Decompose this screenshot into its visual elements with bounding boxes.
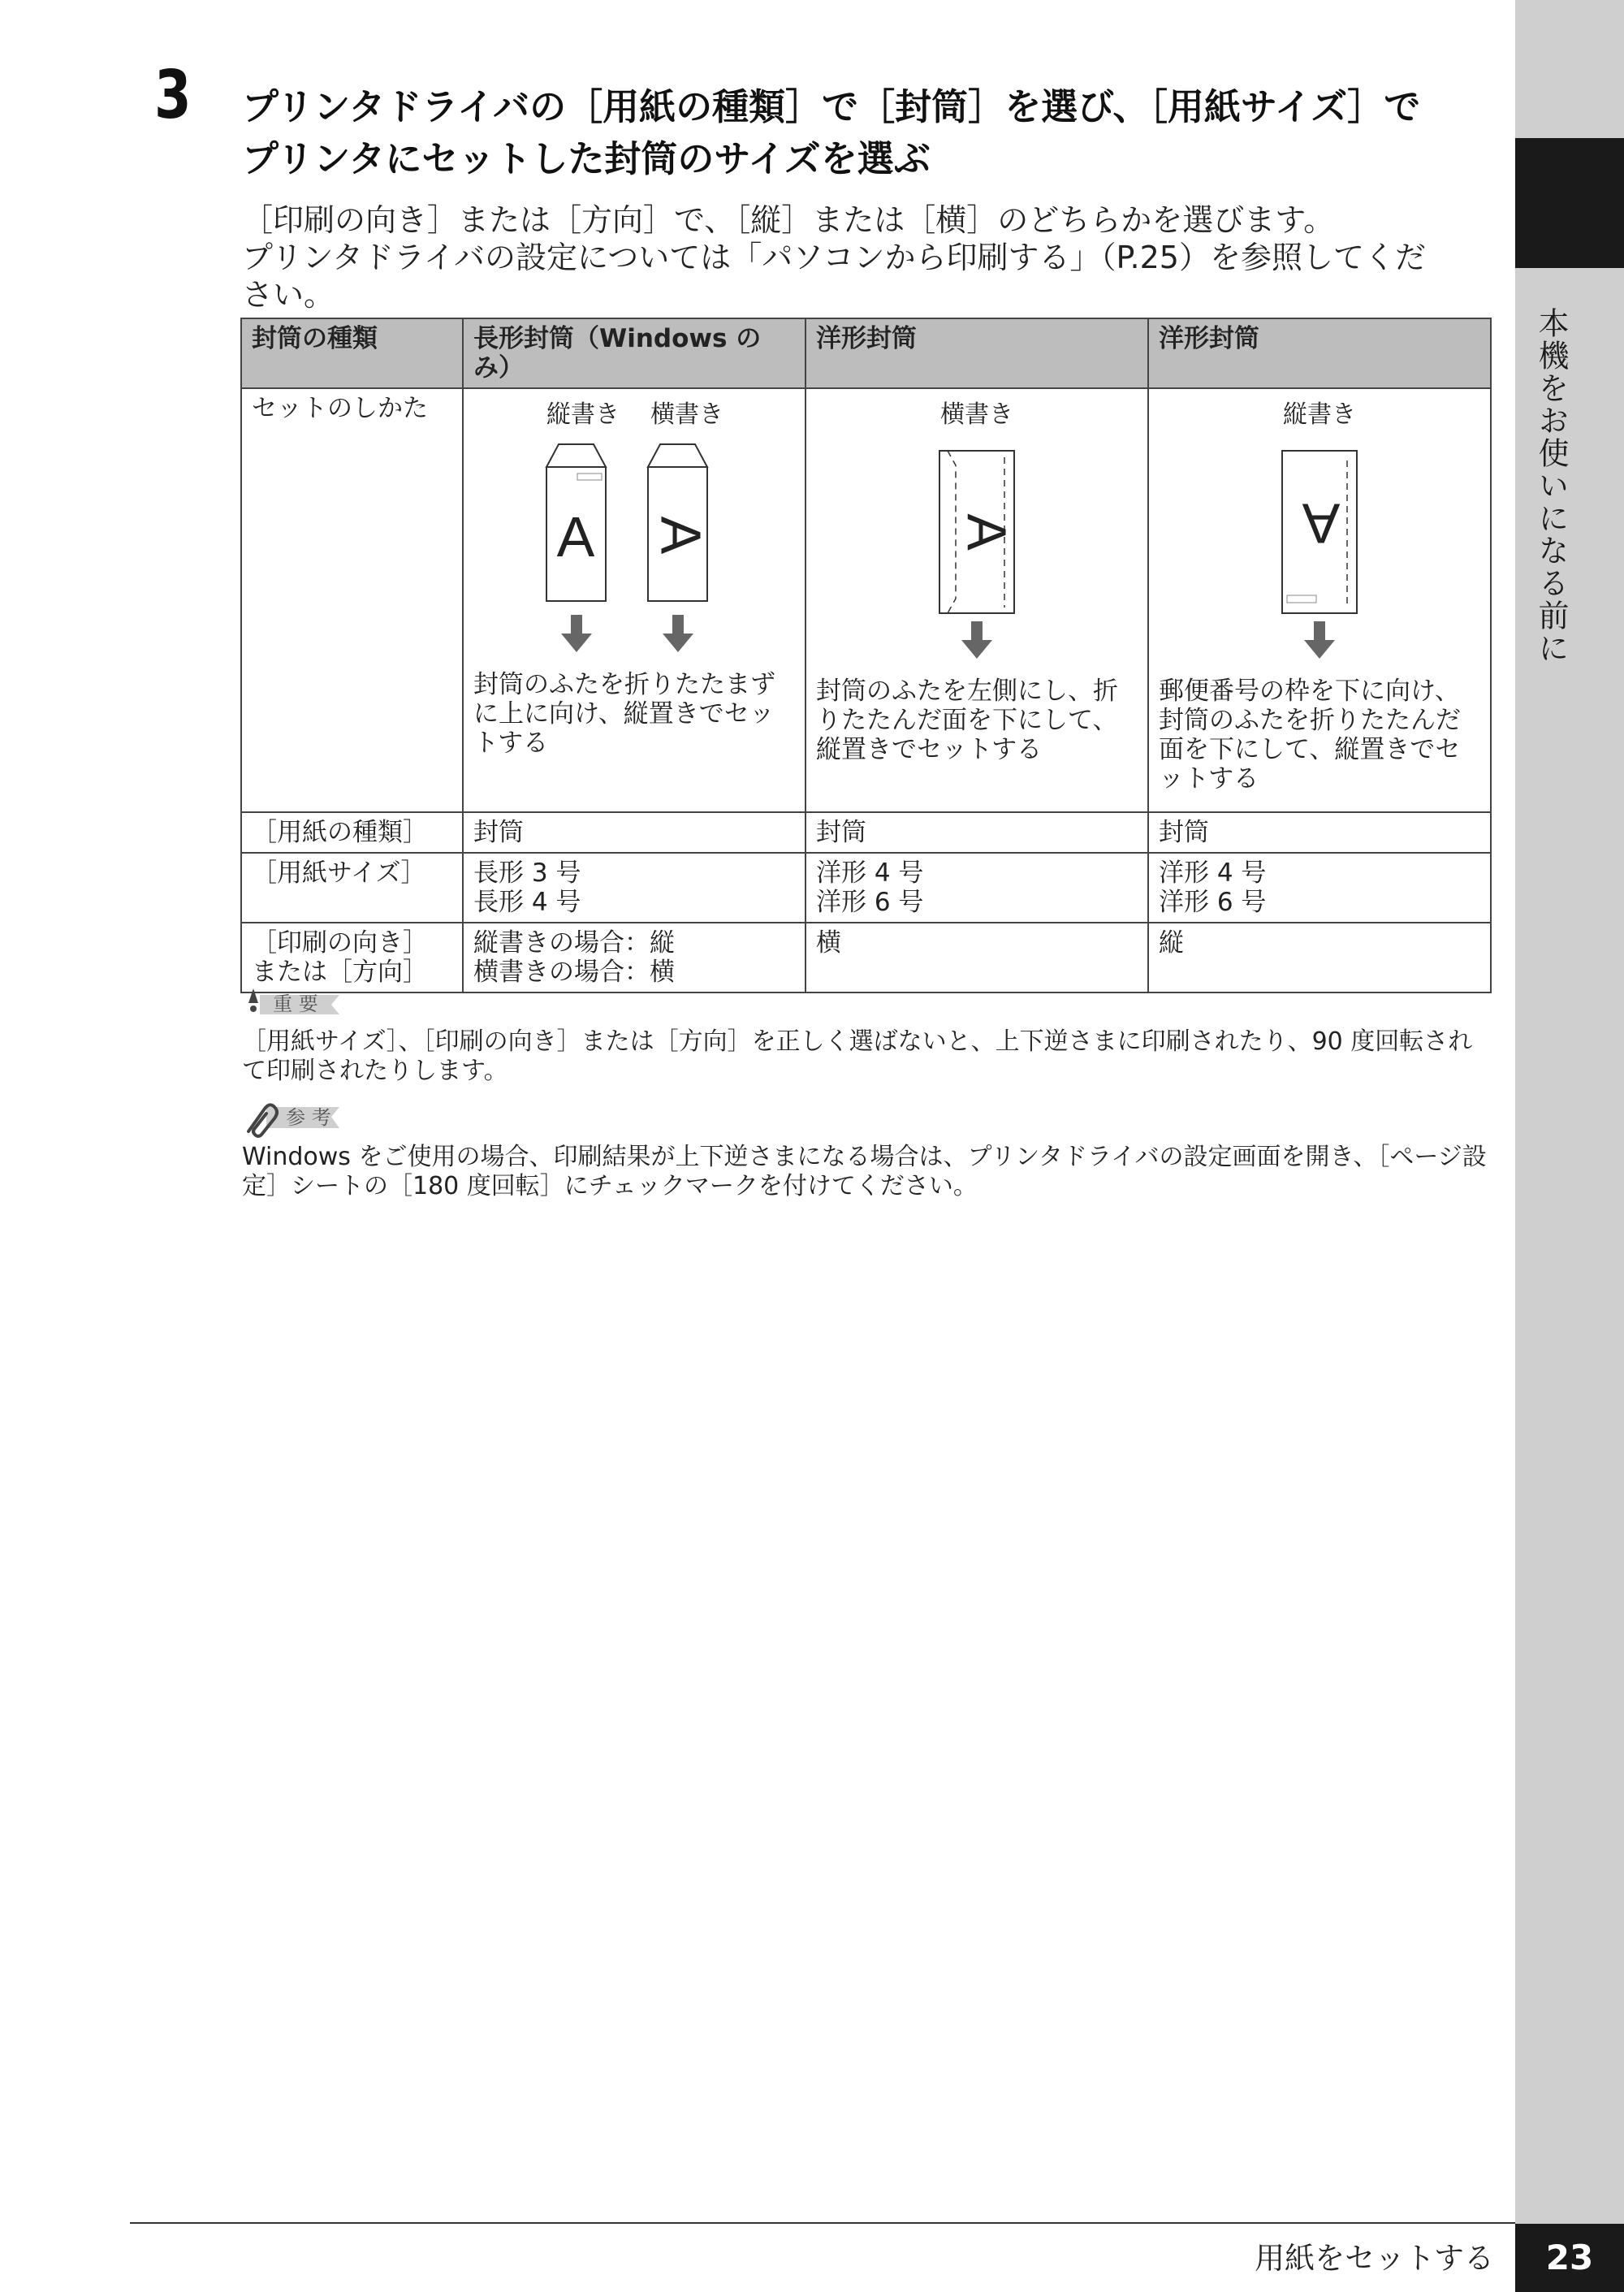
cell-paper-type-3: 封筒 (1148, 812, 1491, 853)
row-label-setting: セットのしかた (241, 388, 463, 812)
step-number: 3 (154, 57, 192, 134)
reference-text: Windows をご使用の場合、印刷結果が上下逆さまになる場合は、プリンタドライバの設定画面を開き、［ページ設定］シートの［180 度回転］にチェックマークを付けてください。 (242, 1143, 1487, 1200)
header-youkei-1: 洋形封筒 (806, 318, 1148, 388)
table-row-paper-type (241, 812, 1491, 853)
cell-paper-type-2: 封筒 (806, 812, 1148, 853)
footer-divider (130, 2222, 1515, 2224)
cell-paper-size-3 (1148, 853, 1491, 923)
size-choukei-3: 長形 3 号 (473, 858, 581, 888)
footer-section-title: 用紙をセットする (1255, 2241, 1494, 2276)
cell-youkei-setting-1 (806, 388, 1148, 812)
size-choukei-4: 長形 4 号 (473, 888, 581, 917)
choukei-envelopes-illustration (473, 435, 798, 670)
cell-choukei-setting (463, 388, 806, 812)
caption-youkei-1: 封筒のふたを左側にし、折りたたんだ面を下にして、縦置きでセットする (816, 677, 1118, 764)
size-youkei-4-a: 洋形 4 号 (816, 858, 924, 888)
table-row-paper-size (241, 853, 1491, 923)
youkei-figure-2 (1159, 400, 1480, 668)
reference-badge (242, 1101, 348, 1143)
cell-paper-size-2 (806, 853, 1148, 923)
important-icon (242, 987, 348, 1026)
youkei-figure-1 (816, 400, 1138, 668)
side-tab-marker (1515, 138, 1624, 268)
step-title-line1: プリンタドライバの［用紙の種類］で［封筒］を選び、［用紙サイズ］で (242, 85, 1421, 128)
fig-label-yokogaki: 横書き (650, 400, 723, 429)
size-youkei-6-a: 洋形 6 号 (816, 888, 924, 917)
intro-text (242, 201, 1509, 314)
cell-orientation-3: 縦 (1148, 923, 1491, 992)
cell-orientation-2: 横 (806, 923, 1148, 992)
glyph-a-sideways: A (956, 513, 1018, 551)
paperclip-icon (242, 1101, 348, 1140)
page-number: 23 (1515, 2224, 1624, 2292)
orientation-label-b: または［方向］ (252, 958, 428, 987)
intro-line1: ［印刷の向き］または［方向］で、［縦］または［横］のどちらかを選びます。 (242, 202, 1335, 238)
youkei-envelope-illustration-2 (1159, 441, 1484, 677)
important-text: ［用紙サイズ］、［印刷の向き］または［方向］を正しく選ばないと、上下逆さまに印刷されたり、90 度回転されて印刷されたりします。 (242, 1027, 1473, 1085)
header-youkei-2: 洋形封筒 (1148, 318, 1491, 388)
side-tab-label: 本機をお使いになる前に (1533, 307, 1569, 664)
cell-paper-type-1: 封筒 (463, 812, 806, 853)
glyph-a-rotated: A (649, 516, 713, 555)
row-label-orientation (241, 923, 463, 992)
caption-youkei-2: 郵便番号の枠を下に向け、封筒のふたを折りたたんだ面を下にして、縦置きでセットする (1159, 677, 1461, 794)
cell-orientation-1 (463, 923, 806, 992)
envelope-table (240, 318, 1492, 993)
orientation-label-a: ［印刷の向き］ (252, 928, 428, 958)
orientation-yokogaki: 横書きの場合：横 (473, 958, 675, 987)
intro-line2: プリンタドライバの設定については「パソコンから印刷する」（P.25）を参照してくだ (242, 240, 1426, 275)
choukei-figure (473, 394, 795, 662)
glyph-a-upright: A (556, 505, 595, 569)
fig-label-tategaki-2: 縦書き (1283, 400, 1356, 429)
header-choukei: 長形封筒（Windows のみ） (463, 318, 806, 388)
table-row-orientation (241, 923, 1491, 992)
youkei-envelope-illustration-1 (816, 441, 1141, 677)
row-label-paper-type: ［用紙の種類］ (241, 812, 463, 853)
size-youkei-6-b: 洋形 6 号 (1159, 888, 1267, 917)
step-title (242, 81, 1509, 185)
orientation-tategaki: 縦書きの場合：縦 (473, 928, 675, 958)
caption-choukei: 封筒のふたを折りたたまずに上に向け、縦置きでセットする (473, 670, 775, 758)
reference-badge-label: 参 考 (286, 1106, 331, 1129)
important-badge-label: 重 要 (273, 992, 318, 1015)
header-envelope-type: 封筒の種類 (241, 318, 463, 388)
glyph-a-inverted: A (1302, 491, 1341, 556)
table-header-row (241, 318, 1491, 388)
fig-label-yokogaki-2: 横書き (940, 400, 1013, 429)
fig-label-tategaki: 縦書き (546, 400, 620, 429)
cell-paper-size-1 (463, 853, 806, 923)
row-label-paper-size: ［用紙サイズ］ (241, 853, 463, 923)
important-badge (242, 987, 348, 1029)
step-title-line2: プリンタにセットした封筒のサイズを選ぶ (242, 137, 931, 180)
intro-line3: さい。 (242, 277, 335, 313)
cell-youkei-setting-2 (1148, 388, 1491, 812)
size-youkei-4-b: 洋形 4 号 (1159, 858, 1267, 888)
table-row-setting (241, 388, 1491, 812)
